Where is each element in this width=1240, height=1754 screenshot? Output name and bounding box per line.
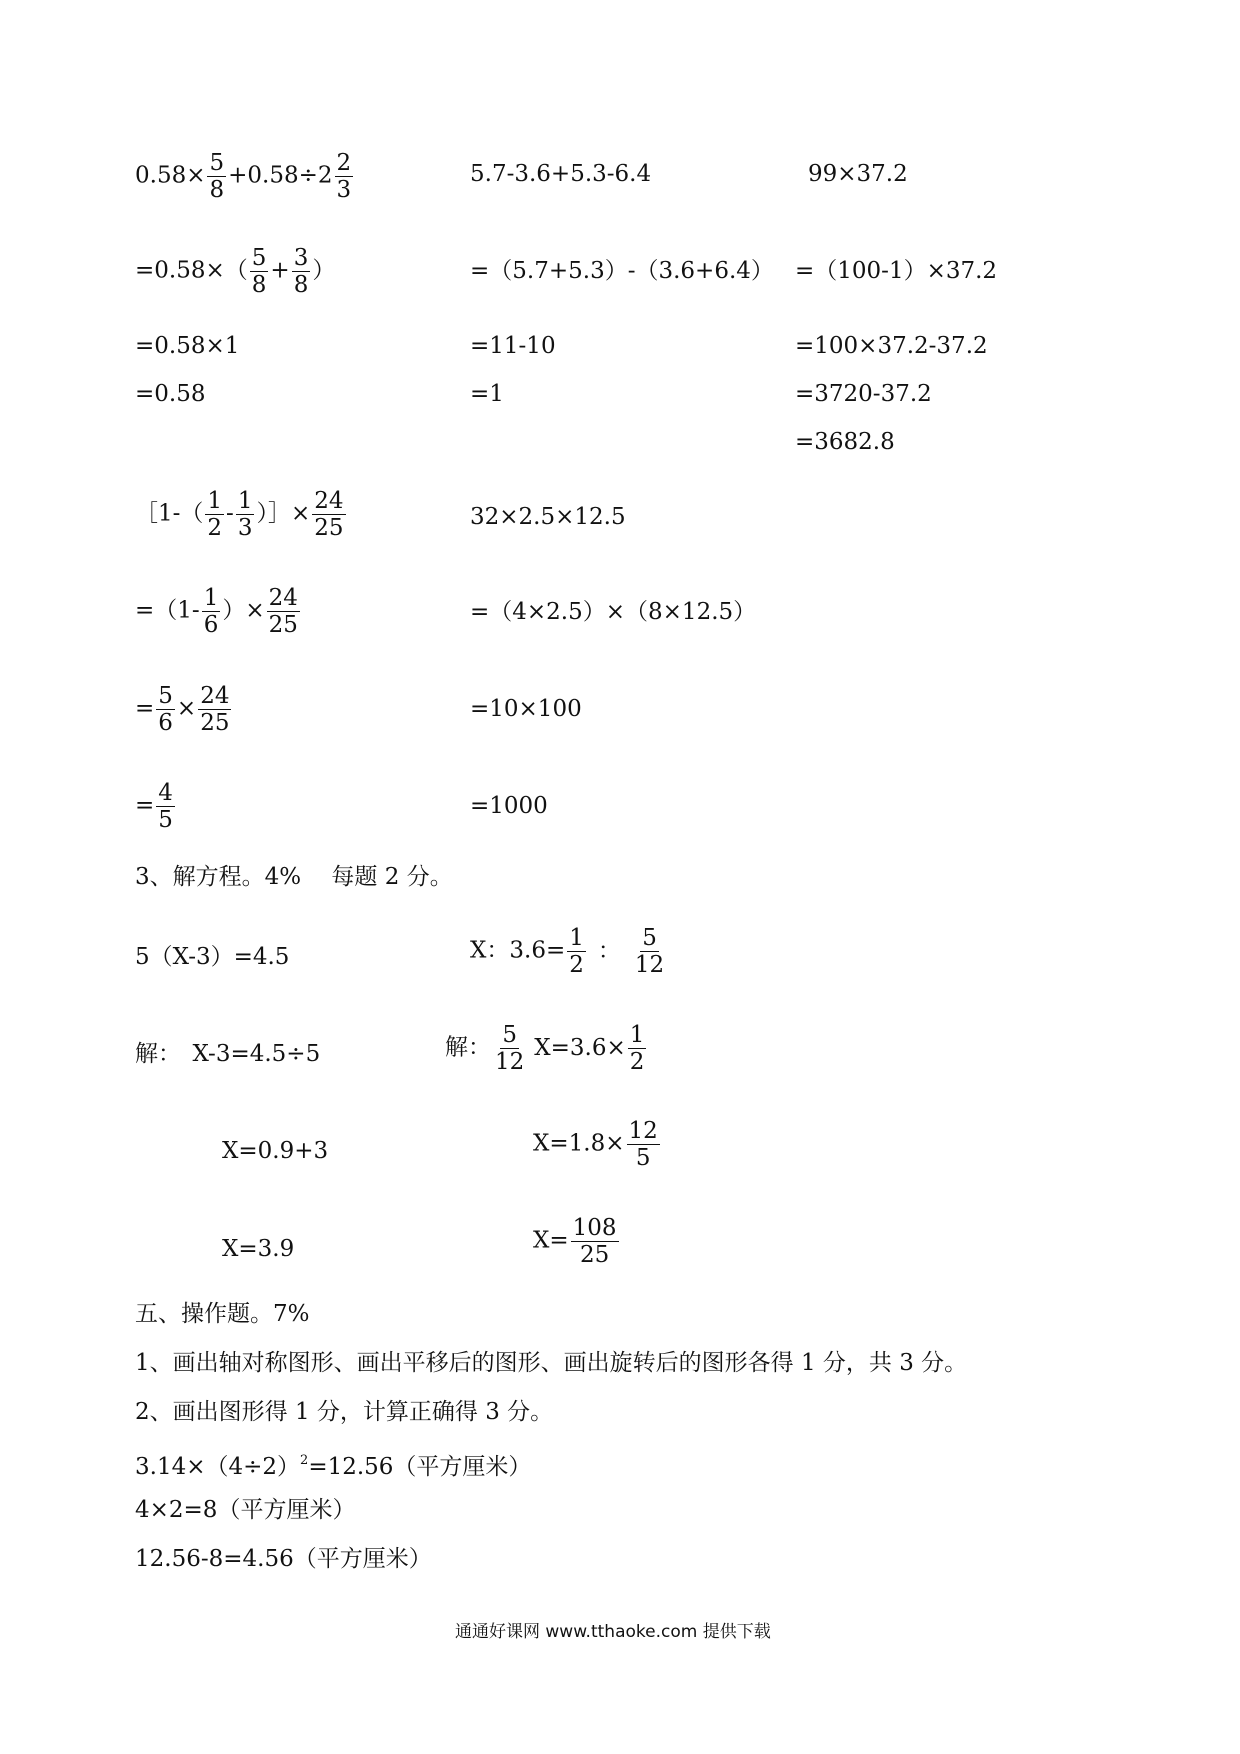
op-item-2: 2、画出图形得 1 分，计算正确得 3 分。: [135, 1399, 554, 1425]
text: -: [226, 500, 234, 527]
numerator: 5: [158, 683, 173, 709]
fraction: [205, 488, 224, 541]
op-item-1: 1、画出轴对称图形、画出平移后的图形、画出旋转后的图形各得 1 分，共 3 分。: [135, 1350, 968, 1376]
section-3-heading: 3、解方程。4% 每题 2 分。: [135, 864, 453, 890]
step-5-2: =（4×2.5）×（8×12.5）: [470, 599, 757, 625]
text: 解：: [445, 1034, 491, 1061]
numerator: 4: [158, 780, 173, 806]
denominator: 6: [158, 710, 173, 736]
step-5-3: =10×100: [470, 696, 582, 722]
expr-5: 32×2.5×12.5: [470, 504, 626, 530]
denominator: 8: [209, 177, 225, 203]
numerator: 12: [628, 1118, 658, 1144]
expr-1: [135, 150, 355, 203]
denominator: 8: [293, 272, 309, 298]
text: X=1.8×: [533, 1130, 625, 1157]
eq2-line2: [445, 1022, 648, 1075]
step-4-3: [135, 683, 233, 736]
numerator: 1: [569, 925, 584, 951]
eq2-line4: [533, 1215, 621, 1268]
step-1-2: [135, 245, 335, 298]
text: =12.56（平方厘米）: [308, 1454, 532, 1480]
text: ）×: [222, 597, 265, 624]
text: +: [270, 257, 290, 284]
denominator: 25: [268, 612, 298, 638]
fraction: [628, 1022, 647, 1075]
step-3-2: =（100-1）×37.2: [795, 258, 998, 284]
step-3-3: =100×37.2-37.2: [795, 333, 988, 359]
calc-line-1: [135, 1447, 531, 1481]
denominator: 8: [251, 272, 267, 298]
numerator: 24: [314, 488, 344, 514]
denominator: 25: [579, 1242, 610, 1268]
fraction: [335, 150, 354, 203]
footer-credit: 通通好课网 www.tthaoke.com 提供下载: [455, 1622, 771, 1642]
expr-3: 99×37.2: [808, 161, 908, 187]
numerator: 2: [336, 150, 352, 176]
step-1-4: =0.58: [135, 381, 206, 407]
text: =: [135, 695, 155, 722]
fraction: [567, 925, 586, 978]
numerator: 1: [203, 585, 219, 611]
eq2-line1: [470, 925, 668, 978]
numerator: 108: [572, 1215, 617, 1241]
numerator: 3: [293, 245, 309, 271]
text: ）］×: [256, 500, 311, 527]
text: =: [135, 792, 155, 819]
step-1-3: =0.58×1: [135, 333, 240, 359]
text: 3.14×（4÷2）: [135, 1454, 301, 1480]
fraction: [493, 1022, 526, 1075]
denominator: 12: [634, 952, 665, 978]
fraction: [156, 780, 175, 833]
text: ：: [597, 937, 621, 964]
denominator: 5: [158, 807, 173, 833]
section-5-heading: 五、操作题。7%: [135, 1301, 310, 1327]
numerator: 24: [268, 585, 298, 611]
fraction: [571, 1215, 619, 1268]
fraction: [292, 245, 311, 298]
denominator: 2: [629, 1049, 645, 1075]
denominator: 5: [635, 1145, 651, 1171]
denominator: 25: [314, 515, 344, 541]
step-2-4: =1: [470, 381, 504, 407]
fraction: [312, 488, 345, 541]
fraction: [207, 150, 226, 203]
numerator: 1: [629, 1022, 645, 1048]
eq2-line3: [533, 1118, 662, 1171]
expr-2: 5.7-3.6+5.3-6.4: [470, 161, 652, 187]
step-4-4: [135, 780, 177, 833]
numerator: 1: [237, 488, 253, 514]
step-3-4: =3720-37.2: [795, 381, 932, 407]
fraction: [236, 488, 255, 541]
denominator: 6: [203, 612, 219, 638]
text: ［1-（: [135, 500, 204, 527]
text: =0.58×（: [135, 257, 248, 284]
text: X=3.6×: [534, 1034, 626, 1061]
step-2-2: =（5.7+5.3）-（3.6+6.4）: [470, 258, 774, 284]
fraction: [627, 1118, 660, 1171]
eq1-line4: X=3.9: [222, 1236, 295, 1262]
denominator: 25: [200, 710, 230, 736]
numerator: 5: [502, 1022, 517, 1048]
expr-4: [135, 488, 348, 541]
step-5-4: =1000: [470, 793, 548, 819]
text: 0.58×: [135, 162, 206, 189]
denominator: 2: [207, 515, 223, 541]
text: X=: [533, 1227, 569, 1254]
calc-line-3: 12.56-8=4.56（平方厘米）: [135, 1546, 432, 1572]
eq1-line3: X=0.9+3: [222, 1138, 329, 1164]
fraction: [156, 683, 175, 736]
numerator: 1: [207, 488, 223, 514]
denominator: 3: [237, 515, 253, 541]
text: X：3.6=: [470, 937, 566, 964]
step-3-5: =3682.8: [795, 429, 895, 455]
numerator: 5: [209, 150, 225, 176]
denominator: 12: [495, 1049, 525, 1075]
denominator: 3: [336, 177, 352, 203]
text: ）: [312, 257, 336, 284]
text: =（1-: [135, 597, 200, 624]
text: +0.58÷2: [228, 162, 333, 189]
denominator: 2: [569, 952, 584, 978]
fraction: [267, 585, 300, 638]
numerator: 5: [251, 245, 267, 271]
fraction: [633, 925, 666, 978]
fraction: [250, 245, 269, 298]
fraction: [198, 683, 231, 736]
exponent: 2: [300, 1453, 309, 1468]
fraction: [202, 585, 221, 638]
step-2-3: =11-10: [470, 333, 556, 359]
eq1-line1: 5（X-3）=4.5: [135, 944, 290, 970]
numerator: 5: [642, 925, 657, 951]
calc-line-2: 4×2=8（平方厘米）: [135, 1497, 356, 1523]
numerator: 24: [200, 683, 230, 709]
eq1-line2: 解： X-3=4.5÷5: [135, 1041, 321, 1067]
step-4-2: [135, 585, 302, 638]
text: ×: [176, 695, 197, 722]
